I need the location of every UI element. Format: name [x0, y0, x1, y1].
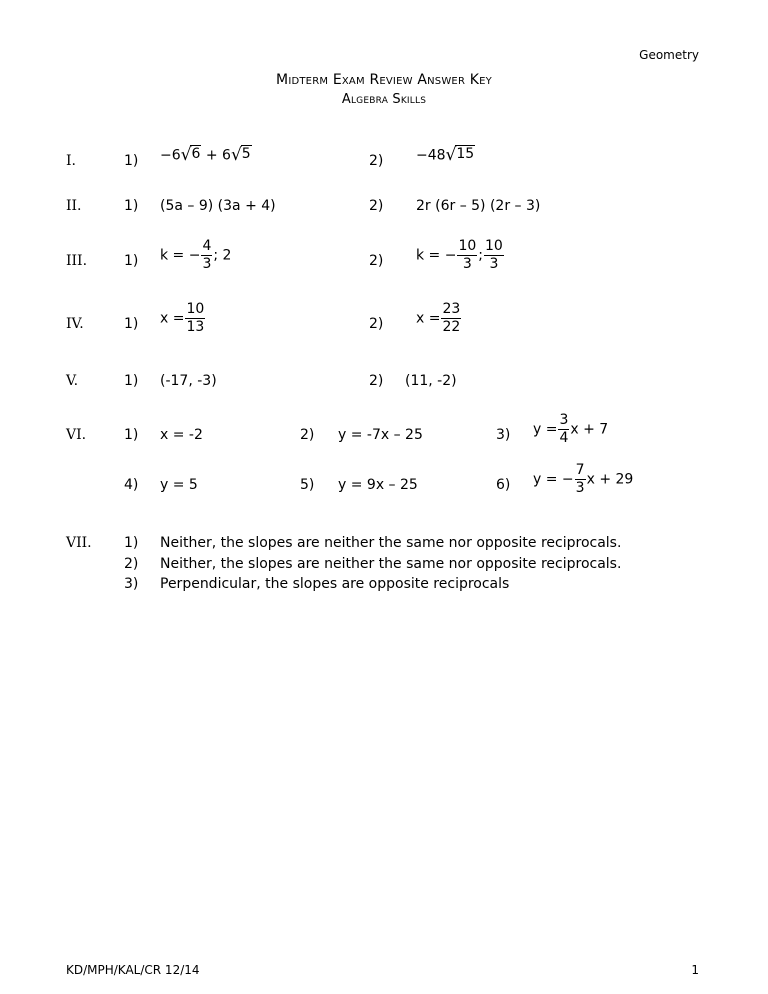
item-number: 1) [124, 316, 139, 332]
item-number: 3) [124, 576, 139, 592]
item-number: 5) [300, 477, 315, 493]
rhs: x + 7 [570, 421, 609, 438]
denominator: 3 [489, 255, 499, 272]
item-number: 2) [369, 373, 384, 389]
radicand: 5 [241, 146, 251, 162]
item-number: 2) [124, 556, 139, 572]
item-number: 1) [124, 153, 139, 169]
answer-VI-2: y = -7x – 25 [338, 427, 423, 443]
lhs: k = − [416, 247, 457, 264]
answer-VI-5: y = 9x – 25 [338, 477, 418, 493]
numerator: 7 [575, 462, 585, 478]
answer-IV-1 [160, 301, 206, 336]
numerator: 10 [186, 301, 205, 317]
answer-II-1: (5a – 9) (3a + 4) [160, 198, 276, 214]
section-label-V: V. [66, 373, 79, 389]
coef: −6 [160, 147, 181, 164]
lhs: k = − [160, 247, 201, 264]
denominator: 13 [186, 318, 205, 335]
answer-II-2: 2r (6r – 5) (2r – 3) [416, 198, 541, 214]
item-number: 4) [124, 477, 139, 493]
answer-I-1 [160, 145, 252, 164]
item-number: 2) [369, 316, 384, 332]
fraction [185, 301, 205, 336]
numerator: 10 [458, 238, 477, 254]
lhs: y = [533, 421, 558, 438]
section-label-III: III. [66, 253, 88, 269]
item-number: 2) [369, 153, 384, 169]
fraction [441, 301, 461, 336]
denominator: 3 [462, 255, 472, 272]
answer-VI-3 [533, 412, 608, 447]
item-number: 1) [124, 535, 139, 551]
sqrt-expression: √ 15 [445, 144, 475, 165]
lhs: x = [416, 310, 441, 327]
fraction [575, 462, 586, 497]
item-number: 1) [124, 427, 139, 443]
lhs: x = [160, 310, 185, 327]
item-number: 2) [369, 253, 384, 269]
fraction [484, 238, 504, 273]
section-label-VII: VII. [66, 535, 92, 551]
page-number: 1 [691, 963, 699, 977]
section-label-VI: VI. [66, 427, 87, 443]
numerator: 23 [442, 301, 461, 317]
rhs: x + 29 [586, 471, 634, 488]
answer-VI-6 [533, 462, 633, 497]
denominator: 22 [442, 318, 461, 335]
denominator: 3 [575, 479, 585, 496]
document-subtitle: Algebra Skills [341, 92, 427, 107]
fraction [201, 238, 212, 273]
answer-VII-2: Neither, the slopes are neither the same nor opposite reciprocals. [160, 556, 622, 572]
answer-IV-2 [416, 301, 462, 336]
fraction [457, 238, 477, 273]
answer-V-2: (11, -2) [405, 373, 457, 389]
answer-I-2 [416, 145, 475, 164]
denominator: 4 [559, 429, 569, 446]
item-number: 2) [369, 198, 384, 214]
coef: + 6 [201, 147, 231, 164]
item-number: 1) [124, 253, 139, 269]
footer-code: KD/MPH/KAL/CR 12/14 [66, 963, 200, 977]
document-title: Midterm Exam Review Answer Key [276, 72, 492, 88]
section-label-IV: IV. [66, 316, 84, 332]
answer-VI-1: x = -2 [160, 427, 203, 443]
subject-label: Geometry [639, 48, 699, 62]
numerator: 10 [485, 238, 503, 254]
item-number: 1) [124, 198, 139, 214]
item-number: 1) [124, 373, 139, 389]
section-label-II: II. [66, 198, 82, 214]
answer-VI-4: y = 5 [160, 477, 198, 493]
answer-III-1 [160, 238, 231, 273]
item-number: 6) [496, 477, 511, 493]
item-number: 3) [496, 427, 511, 443]
sqrt-expression: √ 6 [180, 144, 201, 165]
radicand: 6 [191, 146, 201, 162]
radicand: 15 [456, 146, 475, 162]
separator: ; [478, 247, 484, 264]
sqrt-expression: √ 5 [230, 144, 251, 165]
denominator: 3 [202, 255, 212, 272]
answer-VII-3: Perpendicular, the slopes are opposite reciprocals [160, 576, 510, 592]
coef: −48 [416, 147, 446, 164]
fraction [558, 412, 569, 447]
section-label-I: I. [66, 153, 76, 169]
item-number: 2) [300, 427, 315, 443]
answer-VII-1: Neither, the slopes are neither the same nor opposite reciprocals. [160, 535, 622, 551]
lhs: y = − [533, 471, 574, 488]
numerator: 4 [202, 238, 212, 254]
rhs: ; 2 [213, 247, 232, 264]
answer-III-2 [416, 238, 505, 273]
numerator: 3 [559, 412, 569, 428]
answer-V-1: (-17, -3) [160, 373, 217, 389]
